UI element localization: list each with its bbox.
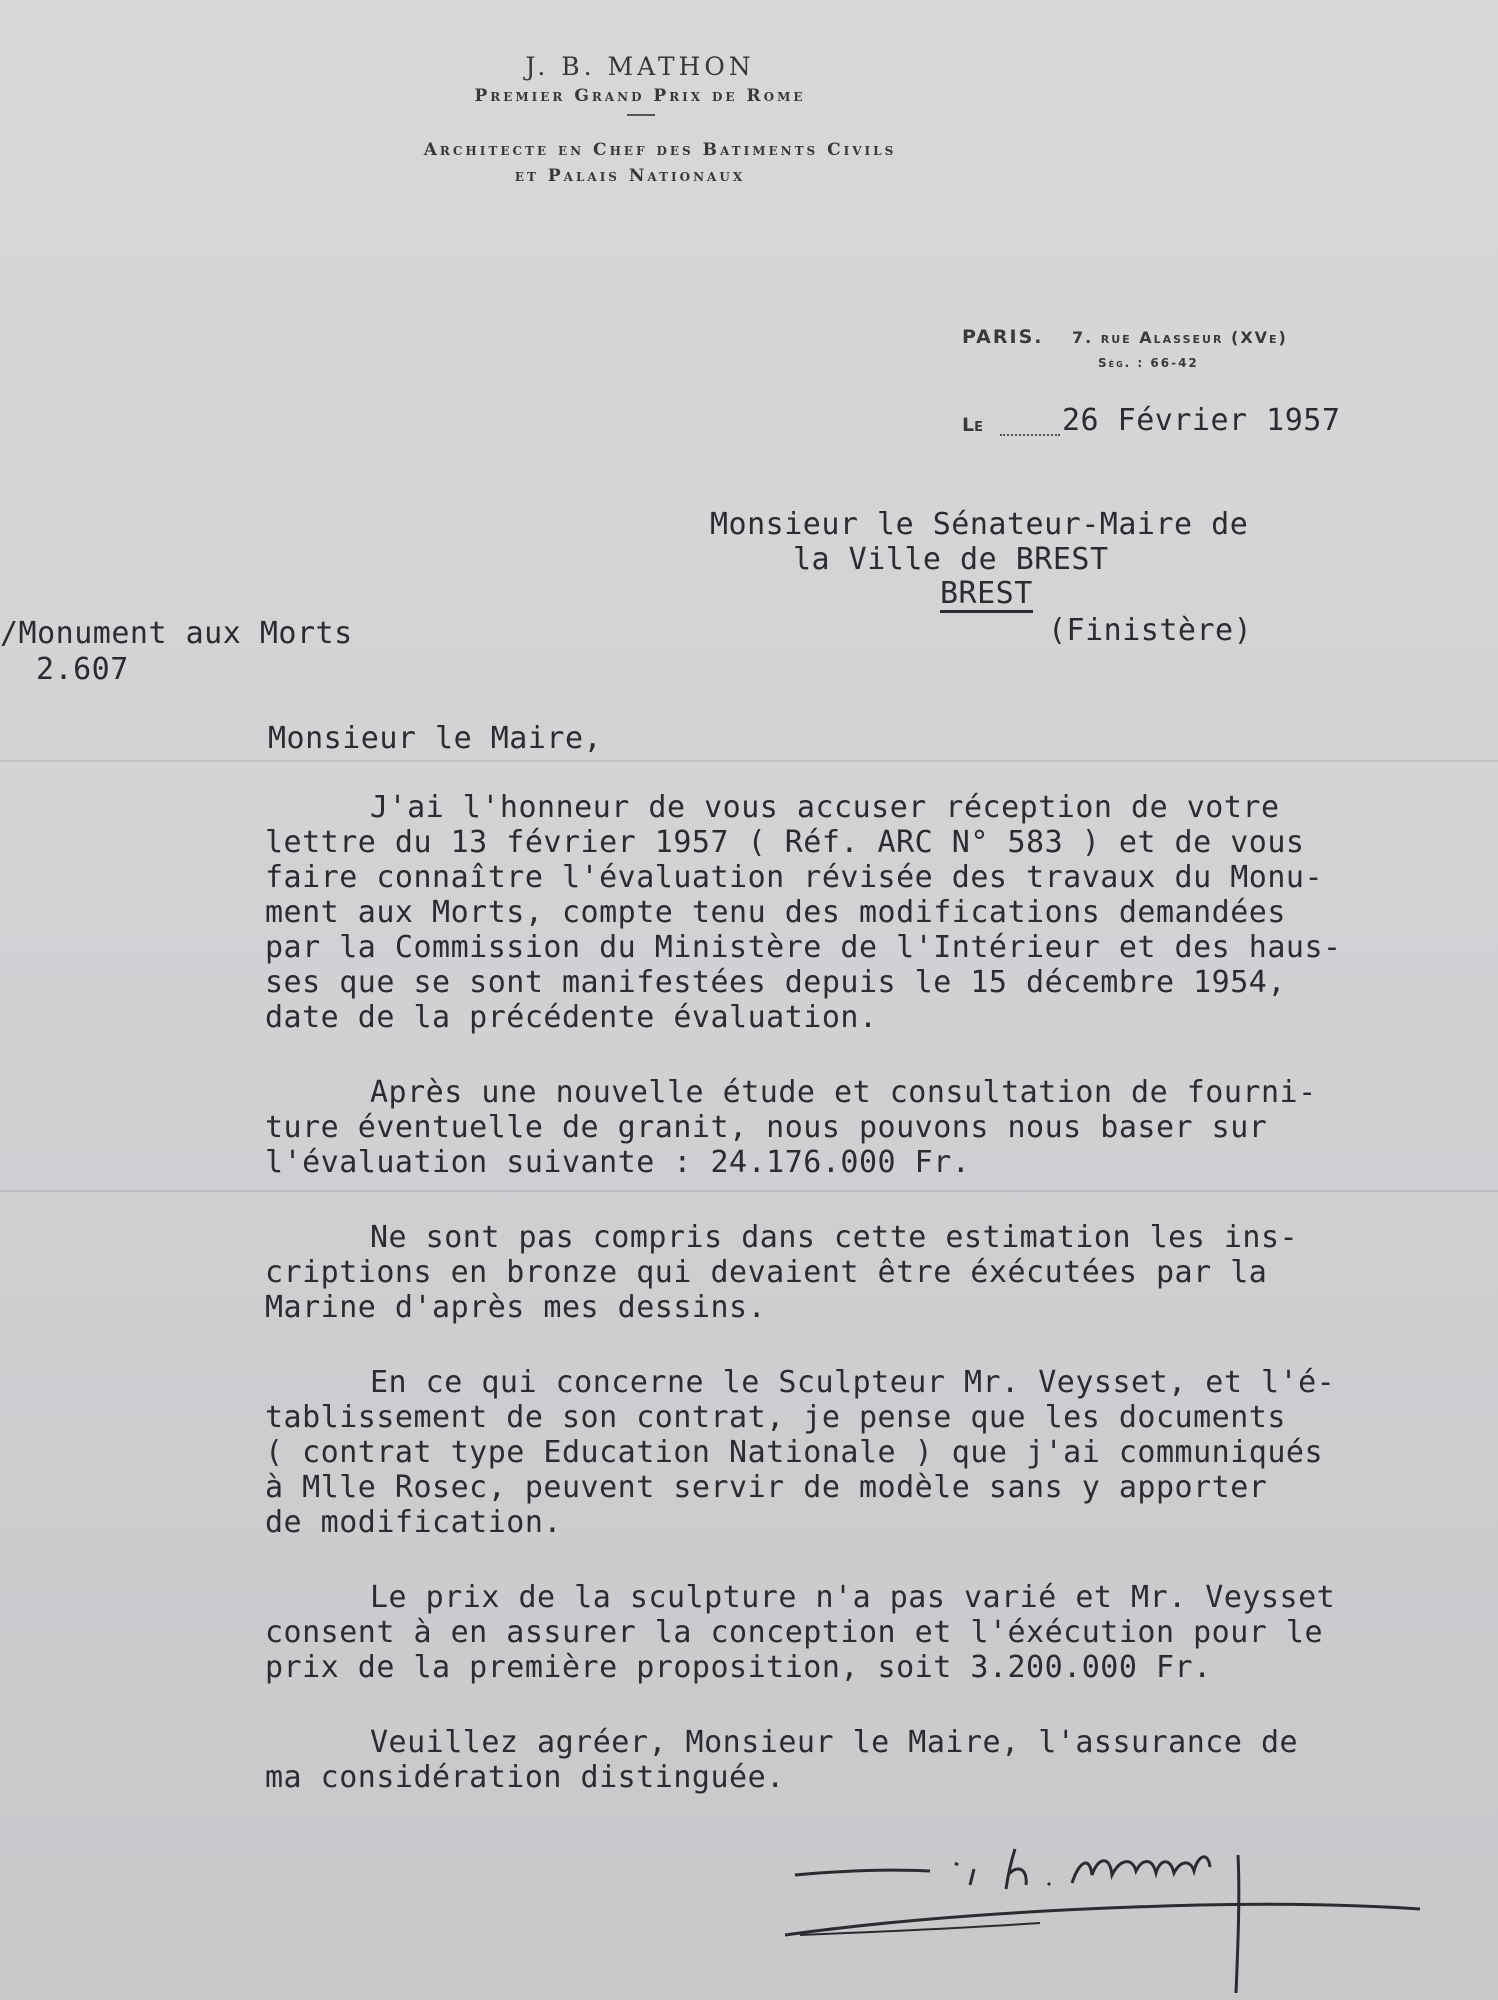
letter-date: 26 Février 1957 bbox=[1062, 403, 1341, 438]
paragraph-4-line: à Mlle Rosec, peuvent servir de modèle sans y apporter bbox=[265, 1470, 1268, 1505]
paragraph-2-line: Après une nouvelle étude et consultation de fourni- bbox=[370, 1075, 1317, 1110]
letterhead-role-line1: Architecte en Chef des Batiments Civils bbox=[423, 140, 897, 160]
letterhead-title: Premier Grand Prix de Rome bbox=[474, 86, 806, 106]
paragraph-1-line: J'ai l'honneur de vous accuser réception de votre bbox=[370, 790, 1280, 825]
paragraph-6-line: ma considération distinguée. bbox=[265, 1760, 785, 1795]
paragraph-5-line: Le prix de la sculpture n'a pas varié et Mr. Veysset bbox=[370, 1580, 1336, 1615]
address-street: 7. rue Alasseur (XVe) bbox=[1072, 328, 1288, 347]
paragraph-4-line: ( contrat type Education Nationale ) que j'ai communiqués bbox=[265, 1435, 1324, 1470]
letterhead-role-line2: et Palais Nationaux bbox=[514, 166, 746, 186]
paragraph-1-line: faire connaître l'évaluation révisée des travaux du Monu- bbox=[265, 860, 1324, 895]
paragraph-4-line: tablissement de son contrat, je pense que les documents bbox=[265, 1400, 1286, 1435]
letterhead-name: J. B. MATHON bbox=[525, 52, 755, 81]
date-lead: Le bbox=[962, 414, 983, 436]
address-phone: Ség. : 66-42 bbox=[1098, 356, 1199, 370]
paragraph-1-line: lettre du 13 février 1957 ( Réf. ARC N° 583 ) et de vous bbox=[265, 825, 1305, 860]
salutation: Monsieur le Maire, bbox=[268, 721, 603, 756]
paragraph-3-line: Ne sont pas compris dans cette estimation les ins- bbox=[370, 1220, 1299, 1255]
date-leader-line bbox=[1000, 434, 1060, 436]
paragraph-5-line: prix de la première proposition, soit 3.200.000 Fr. bbox=[265, 1650, 1212, 1685]
recipient-line2: la Ville de BREST bbox=[793, 542, 1109, 577]
recipient-line1: Monsieur le Sénateur-Maire de bbox=[710, 507, 1249, 542]
address-city: PARIS. bbox=[962, 326, 1044, 348]
paragraph-1-line: ment aux Morts, compte tenu des modifications demandées bbox=[265, 895, 1286, 930]
paragraph-4-line: de modification. bbox=[265, 1505, 562, 1540]
paper-fold bbox=[0, 1190, 1498, 1192]
paragraph-6-line: Veuillez agréer, Monsieur le Maire, l'assurance de bbox=[370, 1725, 1299, 1760]
paragraph-1-line: par la Commission du Ministère de l'Intérieur et des haus- bbox=[265, 930, 1342, 965]
paragraph-3-line: Marine d'après mes dessins. bbox=[265, 1290, 767, 1325]
paragraph-1-line: ses que se sont manifestées depuis le 15 décembre 1954, bbox=[265, 965, 1286, 1000]
recipient-line3: BREST bbox=[940, 576, 1033, 611]
reference-subject: /Monument aux Morts bbox=[0, 616, 353, 651]
paragraph-1-line: date de la précédente évaluation. bbox=[265, 1000, 878, 1035]
paragraph-2-line: ture éventuelle de granit, nous pouvons nous baser sur bbox=[265, 1110, 1268, 1145]
paper-fold bbox=[0, 760, 1498, 762]
handwritten-signature bbox=[780, 1845, 1430, 1995]
reference-number: 2.607 bbox=[36, 652, 129, 687]
paragraph-5-line: consent à en assurer la conception et l'éxécution pour le bbox=[265, 1615, 1324, 1650]
recipient-line4: (Finistère) bbox=[1048, 613, 1253, 648]
paragraph-2-line: l'évaluation suivante : 24.176.000 Fr. bbox=[265, 1145, 971, 1180]
paragraph-4-line: En ce qui concerne le Sculpteur Mr. Veysset, et l'é- bbox=[370, 1365, 1336, 1400]
letterhead-divider bbox=[627, 114, 655, 116]
paragraph-3-line: criptions en bronze qui devaient être éxécutées par la bbox=[265, 1255, 1268, 1290]
